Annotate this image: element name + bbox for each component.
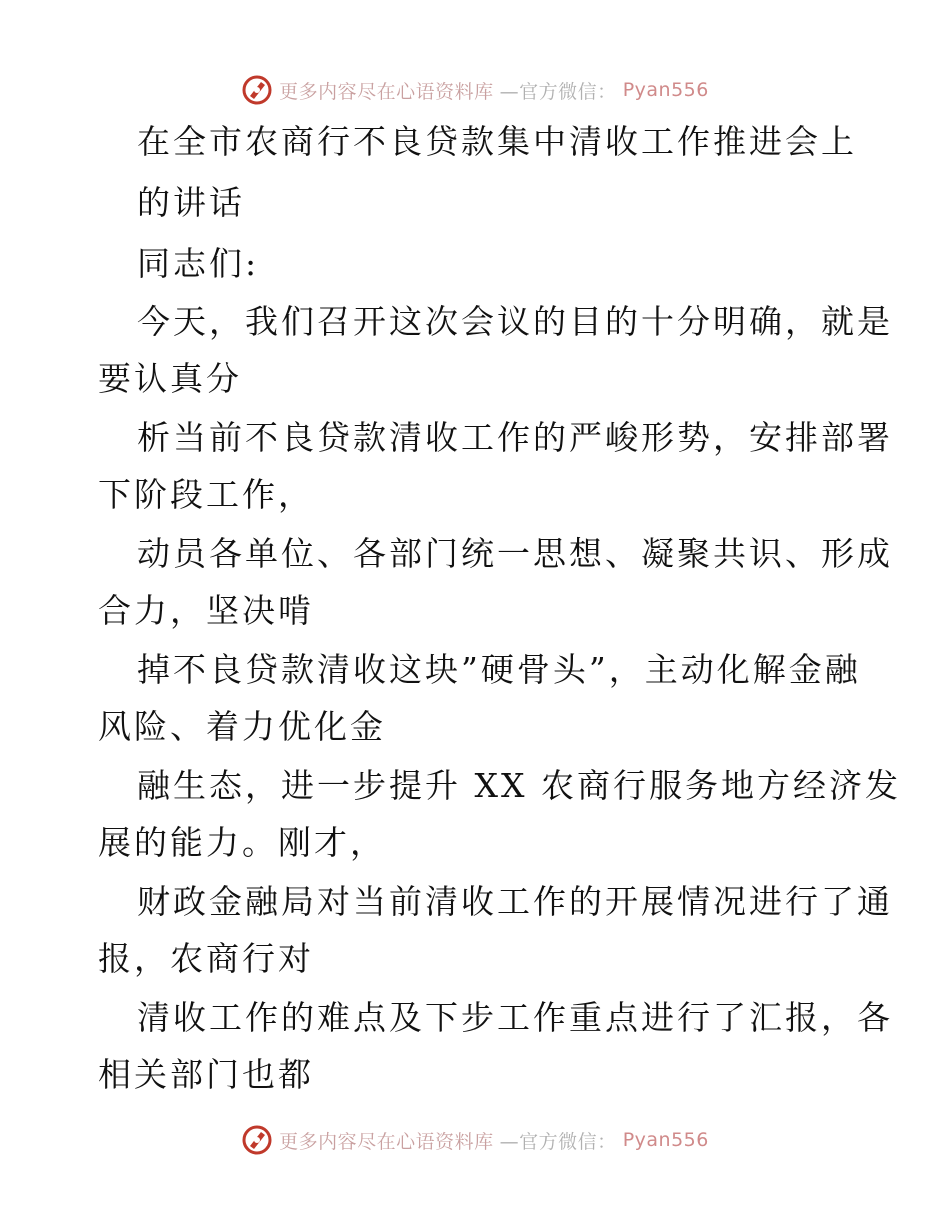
logo-icon (241, 74, 273, 106)
watermark-text-label: —官方微信： (499, 80, 617, 103)
paragraph-line: 财政金融局对当前清收工作的开展情况进行了通 (137, 882, 893, 921)
paragraph-line: 掉不良贷款清收这块”硬骨头”，主动化解金融 (137, 650, 861, 689)
watermark-text-site: 更多内容尽在心语资料库 (279, 1130, 494, 1153)
paragraph-line: 清收工作的难点及下步工作重点进行了汇报，各 (137, 998, 893, 1037)
watermark-text-site: 更多内容尽在心语资料库 (279, 80, 494, 103)
paragraph-line: 下阶段工作， (98, 475, 314, 514)
watermark-header (0, 70, 950, 110)
salutation: 同志们: (137, 244, 260, 283)
logo-icon (241, 1124, 273, 1156)
paragraph-line: 展的能力。刚才， (98, 823, 386, 862)
paragraph-line: 相关部门也都 (98, 1055, 314, 1094)
paragraph-line: 要认真分 (98, 359, 242, 398)
watermark-text-id: Pyan556 (622, 79, 709, 101)
watermark-text-label: —官方微信： (499, 1130, 617, 1153)
paragraph-line: 析当前不良贷款清收工作的严峻形势，安排部署 (137, 418, 893, 457)
paragraph-line: 合力，坚决啃 (98, 591, 314, 630)
paragraph-line: 动员各单位、各部门统一思想、凝聚共识、形成 (137, 534, 893, 573)
watermark-footer (0, 1120, 950, 1160)
doc-title-line-2: 的讲话 (137, 183, 245, 222)
paragraph-line: 风险、着力优化金 (98, 707, 386, 746)
paragraph-line: 报，农商行对 (98, 939, 314, 978)
paragraph-line: 融生态，进一步提升 XX 农商行服务地方经济发 (137, 766, 901, 805)
doc-title-line-1: 在全市农商行不良贷款集中清收工作推进会上 (137, 122, 857, 161)
watermark-text-id: Pyan556 (622, 1129, 709, 1151)
paragraph-line: 今天，我们召开这次会议的目的十分明确，就是 (137, 302, 893, 341)
